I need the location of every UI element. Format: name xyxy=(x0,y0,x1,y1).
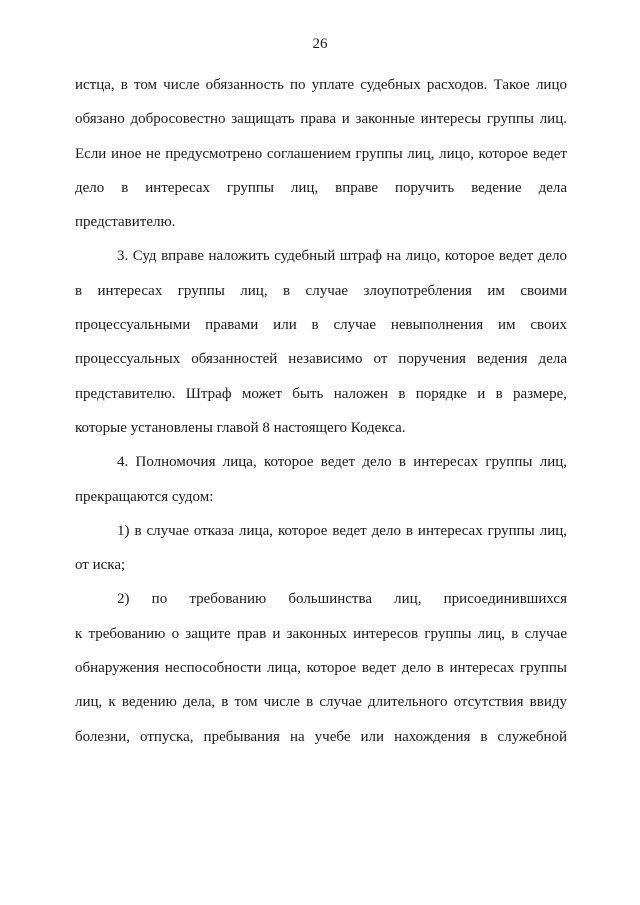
text-line: 4. Полномочия лица, которое ведет дело в интересах группы лиц, xyxy=(117,454,567,471)
document-body xyxy=(75,68,567,754)
page-number: 26 xyxy=(312,36,328,52)
text-line: представителю. xyxy=(75,214,176,231)
text-line: процессуальных обязанностей независимо от поручения ведения дела xyxy=(75,351,567,368)
text-line: представителю. Штраф может быть наложен в порядке и в размере, xyxy=(75,385,567,402)
text-line: Если иное не предусмотрено соглашением группы лиц, лицо, которое ведет xyxy=(75,145,567,162)
text-line: в интересах группы лиц, в случае злоупотребления им своими xyxy=(75,282,567,299)
text-line: обнаружения неспособности лица, которое ведет дело в интересах группы xyxy=(75,660,567,677)
text-line: 1) в случае отказа лица, которое ведет дело в интересах группы лиц, xyxy=(117,522,567,539)
text-line: болезни, отпуска, пребывания на учебе или нахождения в служебной xyxy=(75,728,567,745)
text-line: 3. Суд вправе наложить судебный штраф на лицо, которое ведет дело xyxy=(117,248,567,265)
text-line: 2) по требованию большинства лиц, присоединившихся xyxy=(117,591,567,608)
text-line: обязано добросовестно защищать права и законные интересы группы лиц. xyxy=(75,111,567,128)
text-line: прекращаются судом: xyxy=(75,488,214,505)
text-line: лиц, к ведению дела, в том числе в случае длительного отсутствия ввиду xyxy=(75,694,567,711)
text-line: процессуальными правами или в случае невыполнения им своих xyxy=(75,317,567,334)
text-line: от иска; xyxy=(75,557,126,574)
text-line: к требованию о защите прав и законных интересов группы лиц, в случае xyxy=(75,625,567,642)
text-line: дело в интересах группы лиц, вправе поручить ведение дела xyxy=(75,179,567,196)
text-line: которые установлены главой 8 настоящего Кодекса. xyxy=(75,419,406,436)
text-line: истца, в том числе обязанность по уплате судебных расходов. Такое лицо xyxy=(75,77,567,93)
